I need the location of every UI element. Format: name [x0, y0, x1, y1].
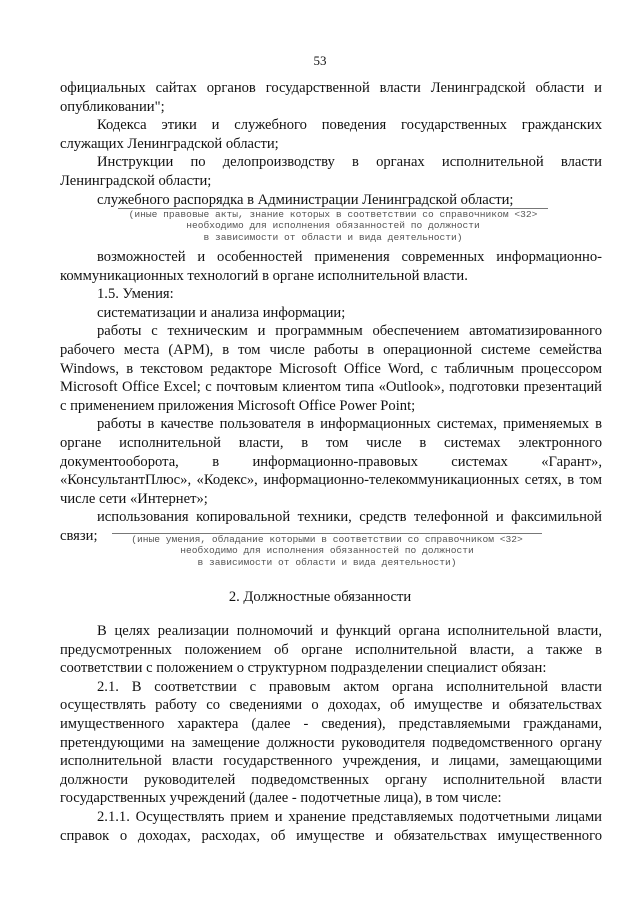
note-line: (иные правовые акты, знание которых в соответствии со справочником <32>	[128, 209, 538, 220]
paragraph: В целях реализации полномочий и функций органа исполнительной власти, предусмотренных положением об органе исполнительной власти, а также в соответствии с положением о структурном подразделении специалист обязан:	[60, 623, 602, 677]
top-text-block	[60, 79, 602, 209]
note-line: (иные умения, обладание которыми в соответствии со справочником <32>	[131, 534, 523, 545]
note-line: необходимо для исполнения обязанностей по должности	[180, 545, 474, 557]
paragraph: возможностей и особенностей применения современных информационно-коммуникационных технологий в органе исполнительной власти.	[60, 249, 602, 284]
bottom-text-block	[60, 622, 602, 845]
paragraph: систематизации и анализа информации;	[97, 304, 346, 321]
footnote-annotation	[112, 534, 542, 568]
paragraph: Кодекса этики и служебного поведения государственных гражданских служащих Ленинградской области;	[60, 117, 602, 152]
note-line: в зависимости от области и вида деятельности)	[197, 556, 457, 568]
section-subtitle: 1.5. Умения:	[97, 286, 174, 303]
paragraph: 2.1. В соответствии с правовым актом органа исполнительной власти осуществлять работу со сведениями о доходах, об имуществе и обязательствах имущественного характера (далее - сведения), представляемыми гражданами, претендующими на замещение должности руководителя подведомственного органу исполнительной власти государственного учреждения, и лицами, замещающими должности руководителей подведомственных органу исполнительной власти государственных учреждений (далее - подотчетные лица), в том числе:	[60, 678, 602, 807]
section-heading: 2. Должностные обязанности	[228, 589, 412, 605]
middle-text-block	[60, 248, 602, 546]
paragraph: официальных сайтах органов государственной власти Ленинградской области и опубликовании";	[60, 80, 602, 115]
fill-line	[118, 208, 548, 209]
paragraph: использования копировальной техники, средств телефонной и факсимильной связи;	[60, 509, 602, 544]
paragraph: служебного распорядка в Администрации Ленинградской области;	[97, 191, 514, 208]
paragraph: работы с техническим и программным обеспечением автоматизированного рабочего места (АРМ), в том числе работы в операционной системе семейства Windows, в текстовом редакторе Microsoft Office Word, с табличным процессором Microsoft Office Excel; с почтовым клиентом типа «Outlook», подготовки презентаций с применением приложения Microsoft Office Power Point;	[60, 323, 602, 414]
page-number: 53	[313, 53, 327, 68]
footnote-annotation	[118, 209, 548, 243]
note-line: необходимо для исполнения обязанностей по должности	[186, 220, 480, 232]
note-line: в зависимости от области и вида деятельности)	[203, 231, 463, 243]
paragraph: 2.1.1. Осуществлять прием и хранение представляемых подотчетными лицами справок о доходах, расходах, об имуществе и обязательствах имущественного	[60, 808, 602, 844]
paragraph: работы в качестве пользователя в информационных системах, применяемых в органе исполнительной власти, в том числе в системах электронного документооборота, в информационно-правовых системах «Гарант», «КонсультантПлюс», «Кодекс», информационно-телекоммуникационных сетях, в том числе сети «Интернет»;	[60, 416, 602, 507]
paragraph: Инструкции по делопроизводству в органах исполнительной власти Ленинградской области;	[60, 154, 602, 189]
fill-line	[112, 533, 542, 534]
